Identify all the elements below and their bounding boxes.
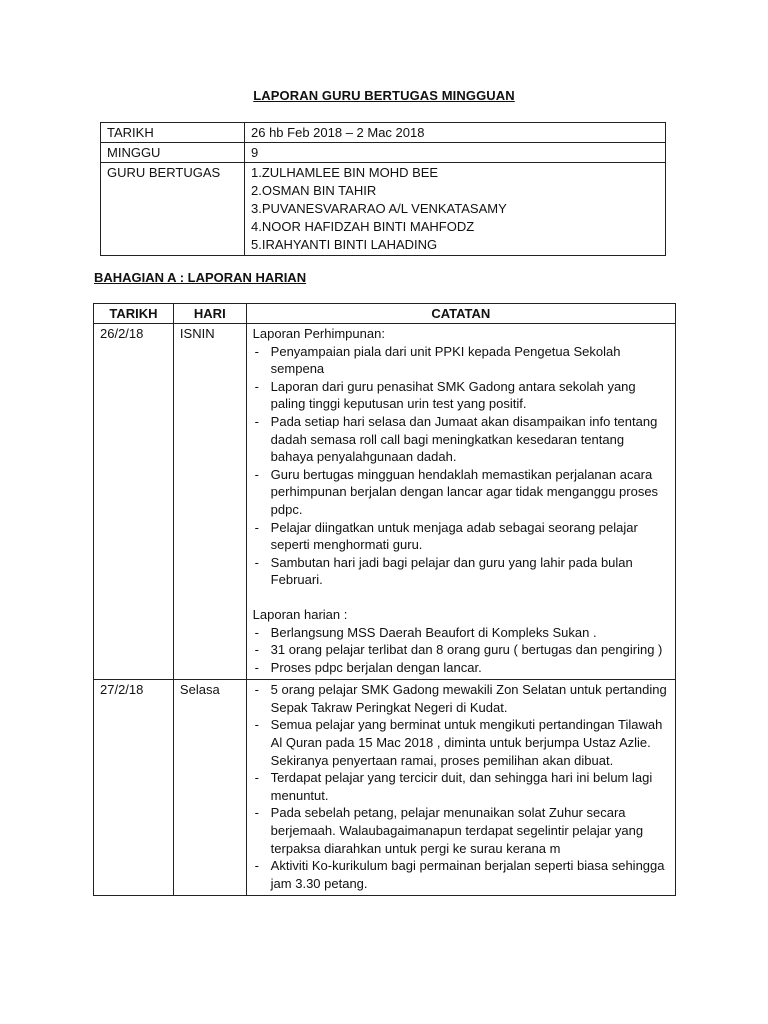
- row-notes: [246, 324, 675, 680]
- note-item: - Pelajar diingatkan untuk menjaga adab sebagai seorang pelajar seperti menghormati guru.: [253, 519, 669, 554]
- notes-list: [253, 624, 669, 677]
- column-header-notes: CATATAN: [246, 304, 675, 324]
- teacher-name: 5.IRAHYANTI BINTI LAHADING: [251, 237, 438, 252]
- teachers-label: GURU BERTUGAS: [101, 163, 245, 256]
- note-item: - Penyampaian piala dari unit PPKI kepada Pengetua Sekolah sempena: [253, 343, 669, 378]
- date-label: TARIKH: [101, 123, 245, 143]
- table-header-row: [94, 304, 676, 324]
- table-row: [94, 324, 676, 680]
- info-row-teachers: [101, 163, 666, 256]
- row-date: 26/2/18: [94, 324, 174, 680]
- daily-report-table: [93, 303, 676, 896]
- notes-list: [253, 681, 669, 892]
- notes-list: [253, 343, 669, 589]
- teacher-name: 2.OSMAN BIN TAHIR: [251, 183, 377, 198]
- note-item: - Berlangsung MSS Daerah Beaufort di Kompleks Sukan .: [253, 624, 669, 642]
- week-value: 9: [245, 143, 666, 163]
- column-header-day: HARI: [173, 304, 246, 324]
- teacher-name: 3.PUVANESVARARAO A/L VENKATASAMY: [251, 201, 507, 216]
- info-row-date: [101, 123, 666, 143]
- note-item: - Proses pdpc berjalan dengan lancar.: [253, 659, 669, 677]
- notes-group-heading: Laporan Perhimpunan:: [252, 326, 385, 341]
- note-item: - 31 orang pelajar terlibat dan 8 orang guru ( bertugas dan pengiring ): [253, 641, 669, 659]
- note-item: - Guru bertugas mingguan hendaklah memastikan perjalanan acara perhimpunan berjalan dengan lancar agar tidak menganggu proses pdpc.: [253, 466, 669, 519]
- note-item: - Aktiviti Ko-kurikulum bagi permainan berjalan seperti biasa sehingga jam 3.30 petang.: [253, 857, 669, 892]
- table-row: [94, 680, 676, 896]
- week-label: MINGGU: [101, 143, 245, 163]
- note-item: - Sambutan hari jadi bagi pelajar dan guru yang lahir pada bulan Februari.: [253, 554, 669, 589]
- date-value: 26 hb Feb 2018 – 2 Mac 2018: [245, 123, 666, 143]
- note-item: - Pada setiap hari selasa dan Jumaat akan disampaikan info tentang dadah semasa roll call bagi meningkatkan kesedaran tentang bahaya penyalahgunaan dadah.: [253, 413, 669, 466]
- notes-group-heading: Laporan harian :: [252, 606, 348, 622]
- note-item: - 5 orang pelajar SMK Gadong mewakili Zon Selatan untuk pertanding Sepak Takraw Peringkat Negeri di Kudat.: [253, 681, 669, 716]
- row-day: Selasa: [173, 680, 246, 896]
- column-header-date: TARIKH: [94, 304, 174, 324]
- row-date: 27/2/18: [94, 680, 174, 896]
- teacher-name: 4.NOOR HAFIDZAH BINTI MAHFODZ: [251, 219, 475, 234]
- note-item: - Pada sebelah petang, pelajar menunaikan solat Zuhur secara berjemaah. Walaubagaimanapun terdapat segelintir pelajar yang terpaksa diarahkan untuk pergi ke surau kerana m: [253, 804, 669, 857]
- row-day: ISNIN: [173, 324, 246, 680]
- row-notes: [246, 680, 675, 896]
- info-row-week: [101, 143, 666, 163]
- teachers-list: [245, 163, 666, 256]
- group-spacer: [253, 589, 669, 606]
- duty-info-table: [100, 122, 666, 256]
- teacher-name: 1.ZULHAMLEE BIN MOHD BEE: [251, 165, 439, 180]
- note-item: - Laporan dari guru penasihat SMK Gadong antara sekolah yang paling tinggi keputusan urin test yang positif.: [253, 378, 669, 413]
- note-item: - Semua pelajar yang berminat untuk mengikuti pertandingan Tilawah Al Quran pada 15 Mac 2018 , diminta untuk berjumpa Ustaz Azlie. Sekiranya penyertaan ramai, proses pemilihan akan dibuat.: [253, 716, 669, 769]
- section-a-heading: BAHAGIAN A : LAPORAN HARIAN: [94, 270, 307, 285]
- note-item: - Terdapat pelajar yang tercicir duit, dan sehingga hari ini belum lagi menuntut.: [253, 769, 669, 804]
- document-title: LAPORAN GURU BERTUGAS MINGGUAN: [253, 88, 515, 103]
